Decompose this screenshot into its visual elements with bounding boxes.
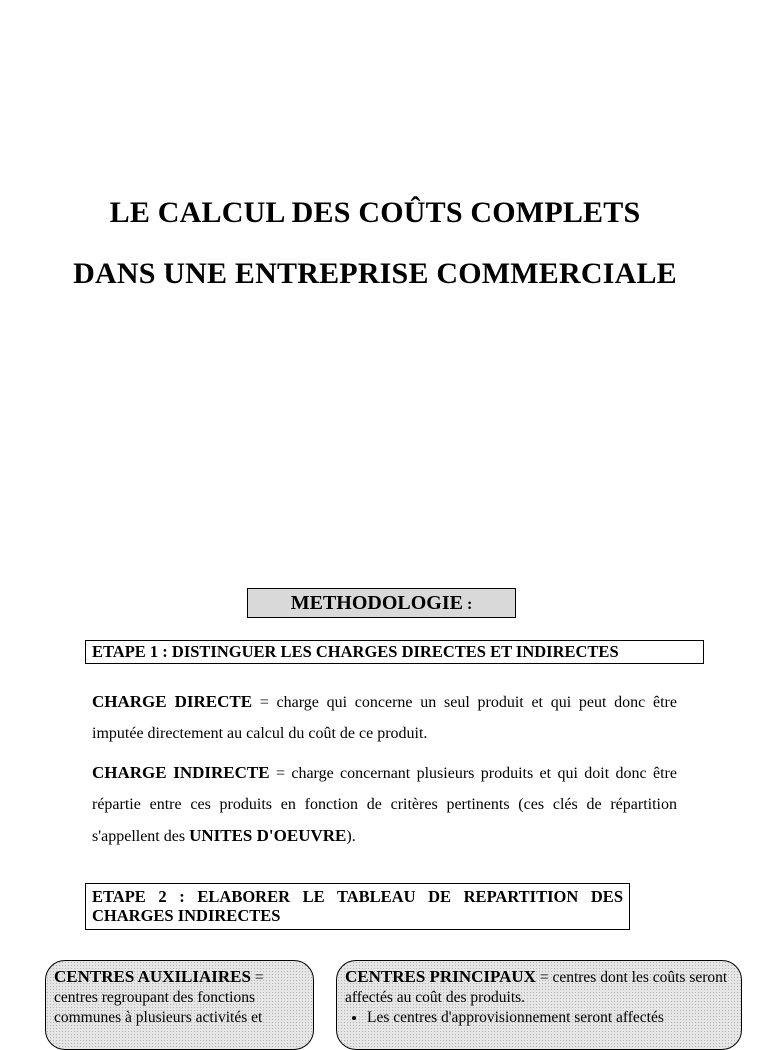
title-line-1: LE CALCUL DES COÛTS COMPLETS xyxy=(109,196,641,229)
centres-principaux-list xyxy=(345,1008,733,1028)
charge-indirecte-term: CHARGE INDIRECTE xyxy=(92,763,270,782)
charge-directe-definition: = charge qui concerne un seul produit et qui peut donc être imputée directement au calcul du coût de ce produit. xyxy=(92,694,677,742)
etape1-heading: ETAPE 1 : DISTINGUER LES CHARGES DIRECTES ET INDIRECTES xyxy=(85,640,704,664)
list-item: • Les centres d'approvisionnement seront affectés xyxy=(367,1008,733,1028)
charge-directe-term: CHARGE DIRECTE xyxy=(92,692,253,711)
centres-auxiliaires-text: = centres regroupant des fonctions communes à plusieurs activités et xyxy=(54,969,264,1026)
centres-principaux-text: = centres dont les coûts seront affectés au coût des produits. xyxy=(345,969,728,1006)
charge-indirecte-end: ). xyxy=(346,828,356,845)
methodology-colon: : xyxy=(462,596,473,613)
methodology-box xyxy=(247,588,516,618)
charge-indirecte-definition: = charge concernant plusieurs produits et qui doit donc être répartie entre ces produits en fonction de critères pertinents (ces clés de répartition s'appellent des xyxy=(92,765,677,845)
centres-auxiliaires-title: CENTRES AUXILIAIRES xyxy=(54,967,251,986)
centres-auxiliaires-box xyxy=(45,960,314,1050)
title-line-2: DANS UNE ENTREPRISE COMMERCIALE xyxy=(73,257,677,290)
charge-indirecte-paragraph xyxy=(92,757,677,852)
unites-oeuvre-term: UNITES D'OEUVRE xyxy=(189,826,347,845)
centres-principaux-box xyxy=(336,960,742,1050)
methodology-label: METHODOLOGIE xyxy=(290,592,463,614)
charge-directe-paragraph xyxy=(92,686,677,749)
centres-principaux-title: CENTRES PRINCIPAUX xyxy=(345,967,536,986)
etape2-heading: ETAPE 2 : ELABORER LE TABLEAU DE REPARTITION DES CHARGES INDIRECTES xyxy=(85,883,630,930)
